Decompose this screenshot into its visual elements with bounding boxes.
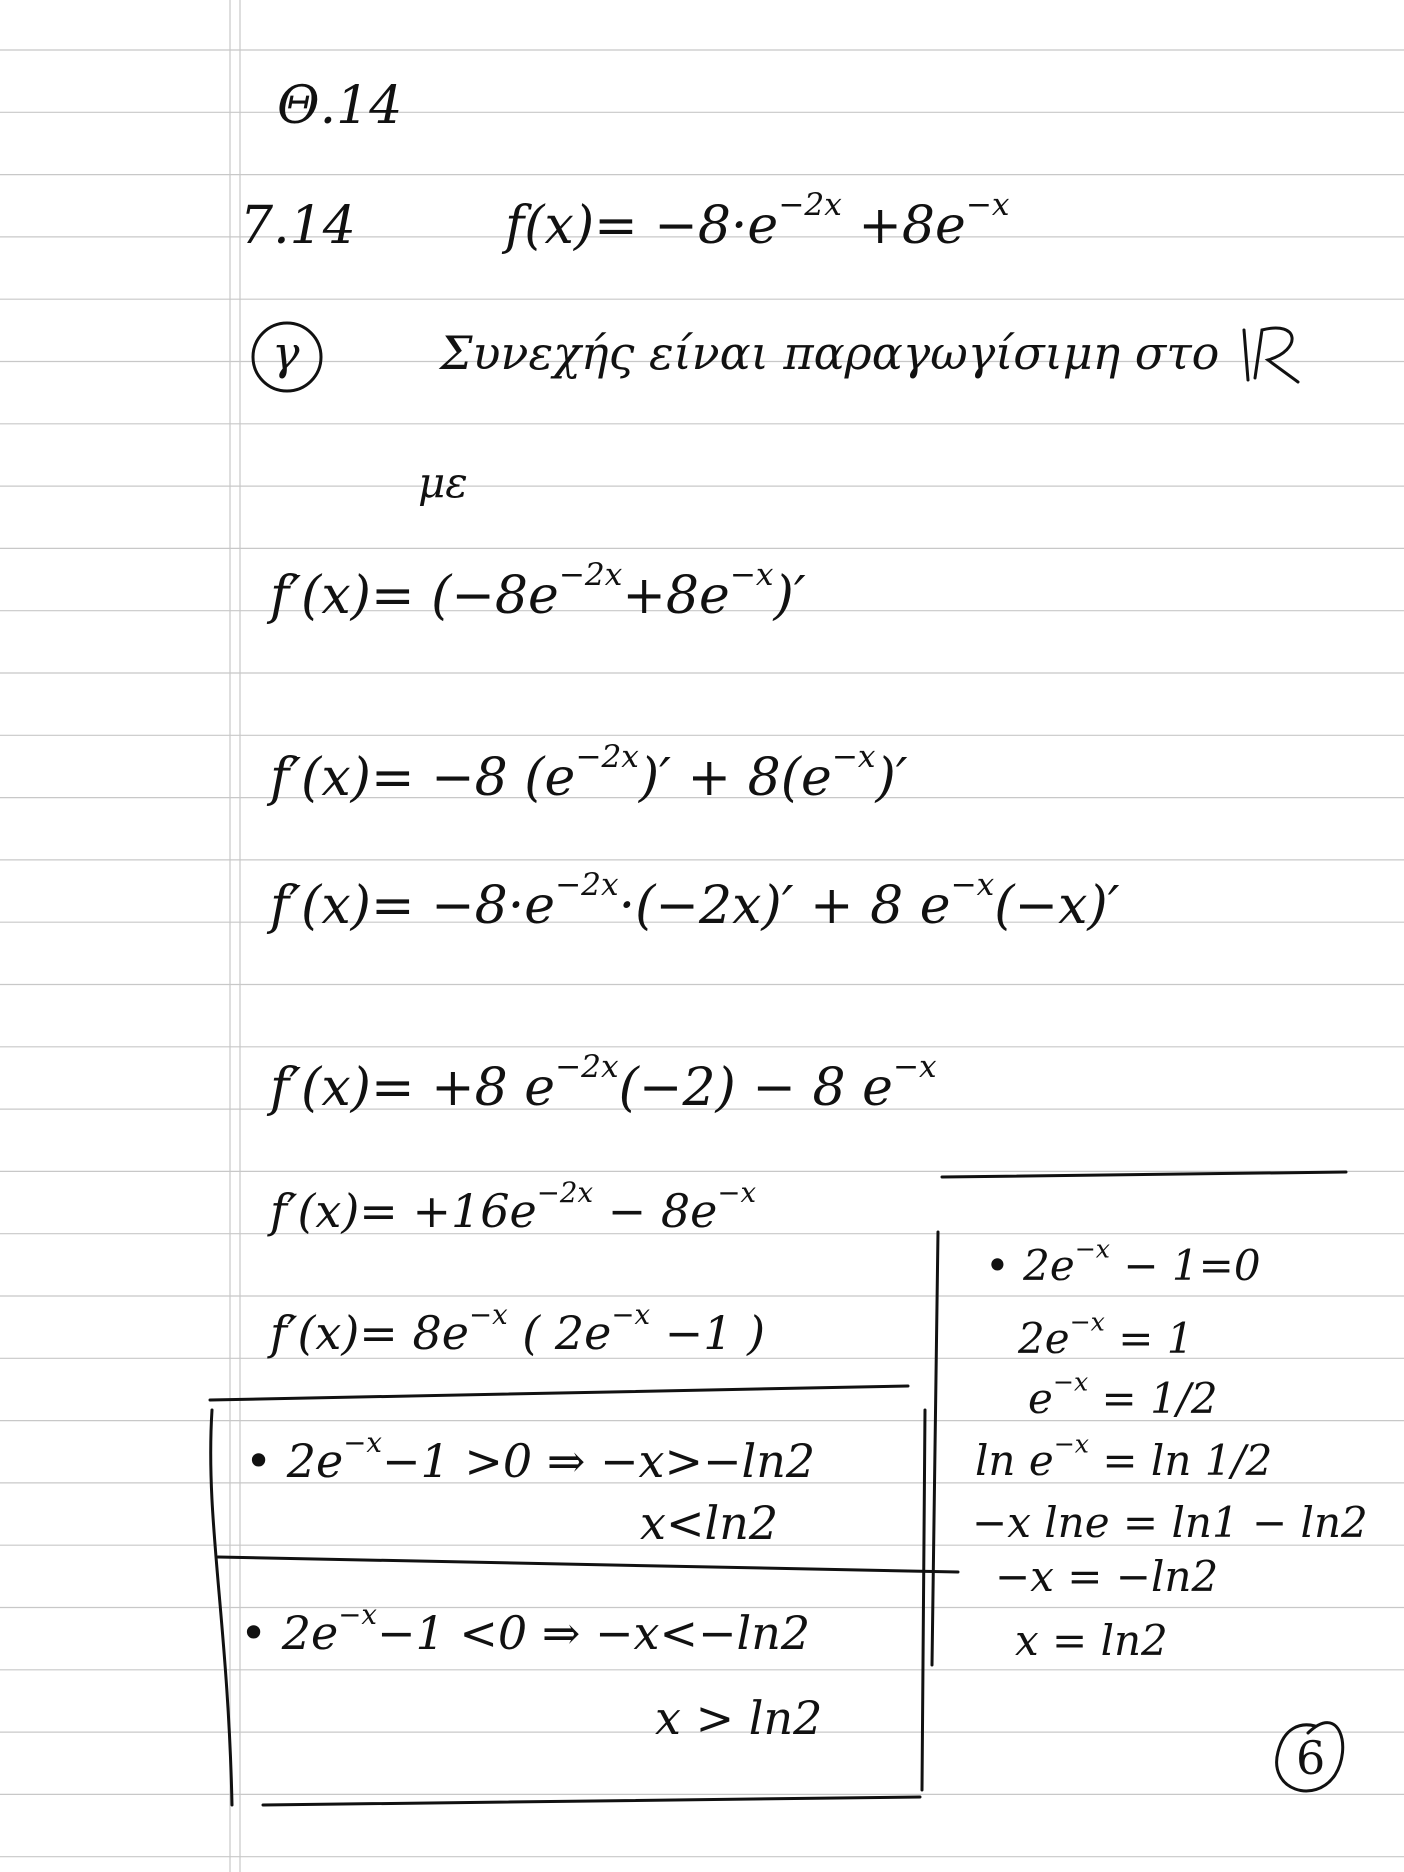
step-body: −8·e xyxy=(431,876,556,936)
step-tail: )′ xyxy=(875,748,908,808)
side-line-4 xyxy=(975,1429,1273,1485)
step-mid: ( 2e xyxy=(507,1306,612,1360)
problem-label: Θ.14 xyxy=(277,76,403,136)
step-body: −8 (e xyxy=(431,748,576,808)
step-tail: −1 ) xyxy=(650,1306,766,1360)
cases-divider xyxy=(218,1557,958,1572)
side-b: = 1 xyxy=(1104,1314,1194,1363)
step-exp1: −2x xyxy=(575,738,639,775)
step-exp2: −x xyxy=(831,738,876,775)
step-exp2: −x xyxy=(892,1048,937,1085)
case-positive-result: x<ln2 xyxy=(640,1496,779,1550)
cases-box-right-border xyxy=(922,1410,925,1790)
case-exp: −x xyxy=(343,1426,382,1460)
part-marker: γ xyxy=(272,326,300,380)
side-a: • 2e xyxy=(985,1241,1075,1290)
side-b: = 1/2 xyxy=(1088,1374,1218,1423)
step-tail: (−x)′ xyxy=(994,876,1120,936)
step-mid: +8e xyxy=(622,566,730,626)
step-mid: ·(−2x)′ + 8 e xyxy=(618,876,951,936)
case-exp: −x xyxy=(338,1598,377,1632)
side-line-3 xyxy=(1028,1367,1218,1423)
step-exp2: −x xyxy=(611,1298,651,1332)
step-body: +8 e xyxy=(431,1058,556,1118)
derivative-step-4 xyxy=(270,1048,937,1118)
side-exp: −x xyxy=(1052,1367,1089,1397)
step-exp2: −x xyxy=(729,556,774,593)
case-lhs: 2e xyxy=(286,1434,344,1488)
step-mid: (−2) − 8 e xyxy=(618,1058,893,1118)
derivative-step-5 xyxy=(270,1176,757,1238)
side-exp: −x xyxy=(1074,1234,1111,1264)
case-negative-result: x > ln2 xyxy=(655,1691,823,1745)
function-term2: +8e xyxy=(858,196,966,256)
side-a: 2e xyxy=(1018,1314,1070,1363)
side-line-2 xyxy=(1018,1307,1194,1363)
step-body: 8e xyxy=(412,1306,469,1360)
function-exp2: −x xyxy=(965,186,1010,223)
step-exp2: −x xyxy=(717,1176,757,1210)
side-line-6: −x = −ln2 xyxy=(995,1552,1219,1601)
step-exp1: −2x xyxy=(555,866,619,903)
function-lhs: f(x)= xyxy=(505,196,638,256)
step-lhs: f′(x)= xyxy=(270,1306,398,1360)
step-exp1: −2x xyxy=(536,1176,594,1210)
side-b: − 1=0 xyxy=(1110,1241,1261,1290)
step-lhs: f′(x)= xyxy=(270,1184,398,1238)
side-box-left-border xyxy=(932,1232,938,1665)
side-line-1 xyxy=(985,1234,1261,1290)
derivative-step-2 xyxy=(270,738,908,808)
page-number: 6 xyxy=(1296,1731,1326,1785)
case-positive xyxy=(245,1426,816,1488)
derivative-step-1 xyxy=(270,556,806,626)
separator-top-right xyxy=(942,1172,1346,1177)
step-body: (−8e xyxy=(431,566,559,626)
cases-bottom-line xyxy=(263,1797,920,1805)
step-lhs: f′(x)= xyxy=(270,566,415,626)
separator-under-factor xyxy=(210,1386,908,1400)
exercise-number: 7.14 xyxy=(240,196,356,256)
case-lhs: 2e xyxy=(281,1606,339,1660)
step-exp1: −2x xyxy=(558,556,623,593)
continuity-statement: Συνεχής είναι παραγωγίσιμη στο xyxy=(440,326,1220,380)
step-lhs: f′(x)= xyxy=(270,876,415,936)
side-b: = ln 1/2 xyxy=(1089,1436,1273,1485)
side-line-5: −x lne = ln1 − ln2 xyxy=(972,1498,1368,1547)
case-rhs: −1 <0 ⇒ −x<−ln2 xyxy=(376,1606,811,1660)
step-exp2: −x xyxy=(950,866,995,903)
step-lhs: f′(x)= xyxy=(270,1058,415,1118)
step-tail: )′ xyxy=(773,566,806,626)
step-exp1: −x xyxy=(468,1298,508,1332)
case-bullet: • xyxy=(245,1434,273,1488)
case-rhs: −1 >0 ⇒ −x>−ln2 xyxy=(381,1434,816,1488)
short-note: με xyxy=(418,458,468,507)
function-term1: −8·e xyxy=(654,196,779,256)
derivative-step-6 xyxy=(270,1298,766,1360)
step-exp1: −2x xyxy=(555,1048,619,1085)
side-line-7: x = ln2 xyxy=(1015,1616,1168,1665)
step-lhs: f′(x)= xyxy=(270,748,415,808)
side-a: ln e xyxy=(975,1436,1054,1485)
side-exp: −x xyxy=(1069,1307,1105,1337)
step-body: +16e xyxy=(412,1184,537,1238)
step-mid: )′ + 8(e xyxy=(638,748,832,808)
function-exp1: −2x xyxy=(778,186,842,223)
case-bullet: • xyxy=(240,1606,268,1660)
step-mid: − 8e xyxy=(593,1184,718,1238)
side-a: e xyxy=(1028,1374,1053,1423)
derivative-step-3 xyxy=(270,866,1120,936)
case-negative xyxy=(240,1598,811,1660)
side-exp: −x xyxy=(1053,1429,1090,1459)
function-definition xyxy=(505,186,1010,256)
